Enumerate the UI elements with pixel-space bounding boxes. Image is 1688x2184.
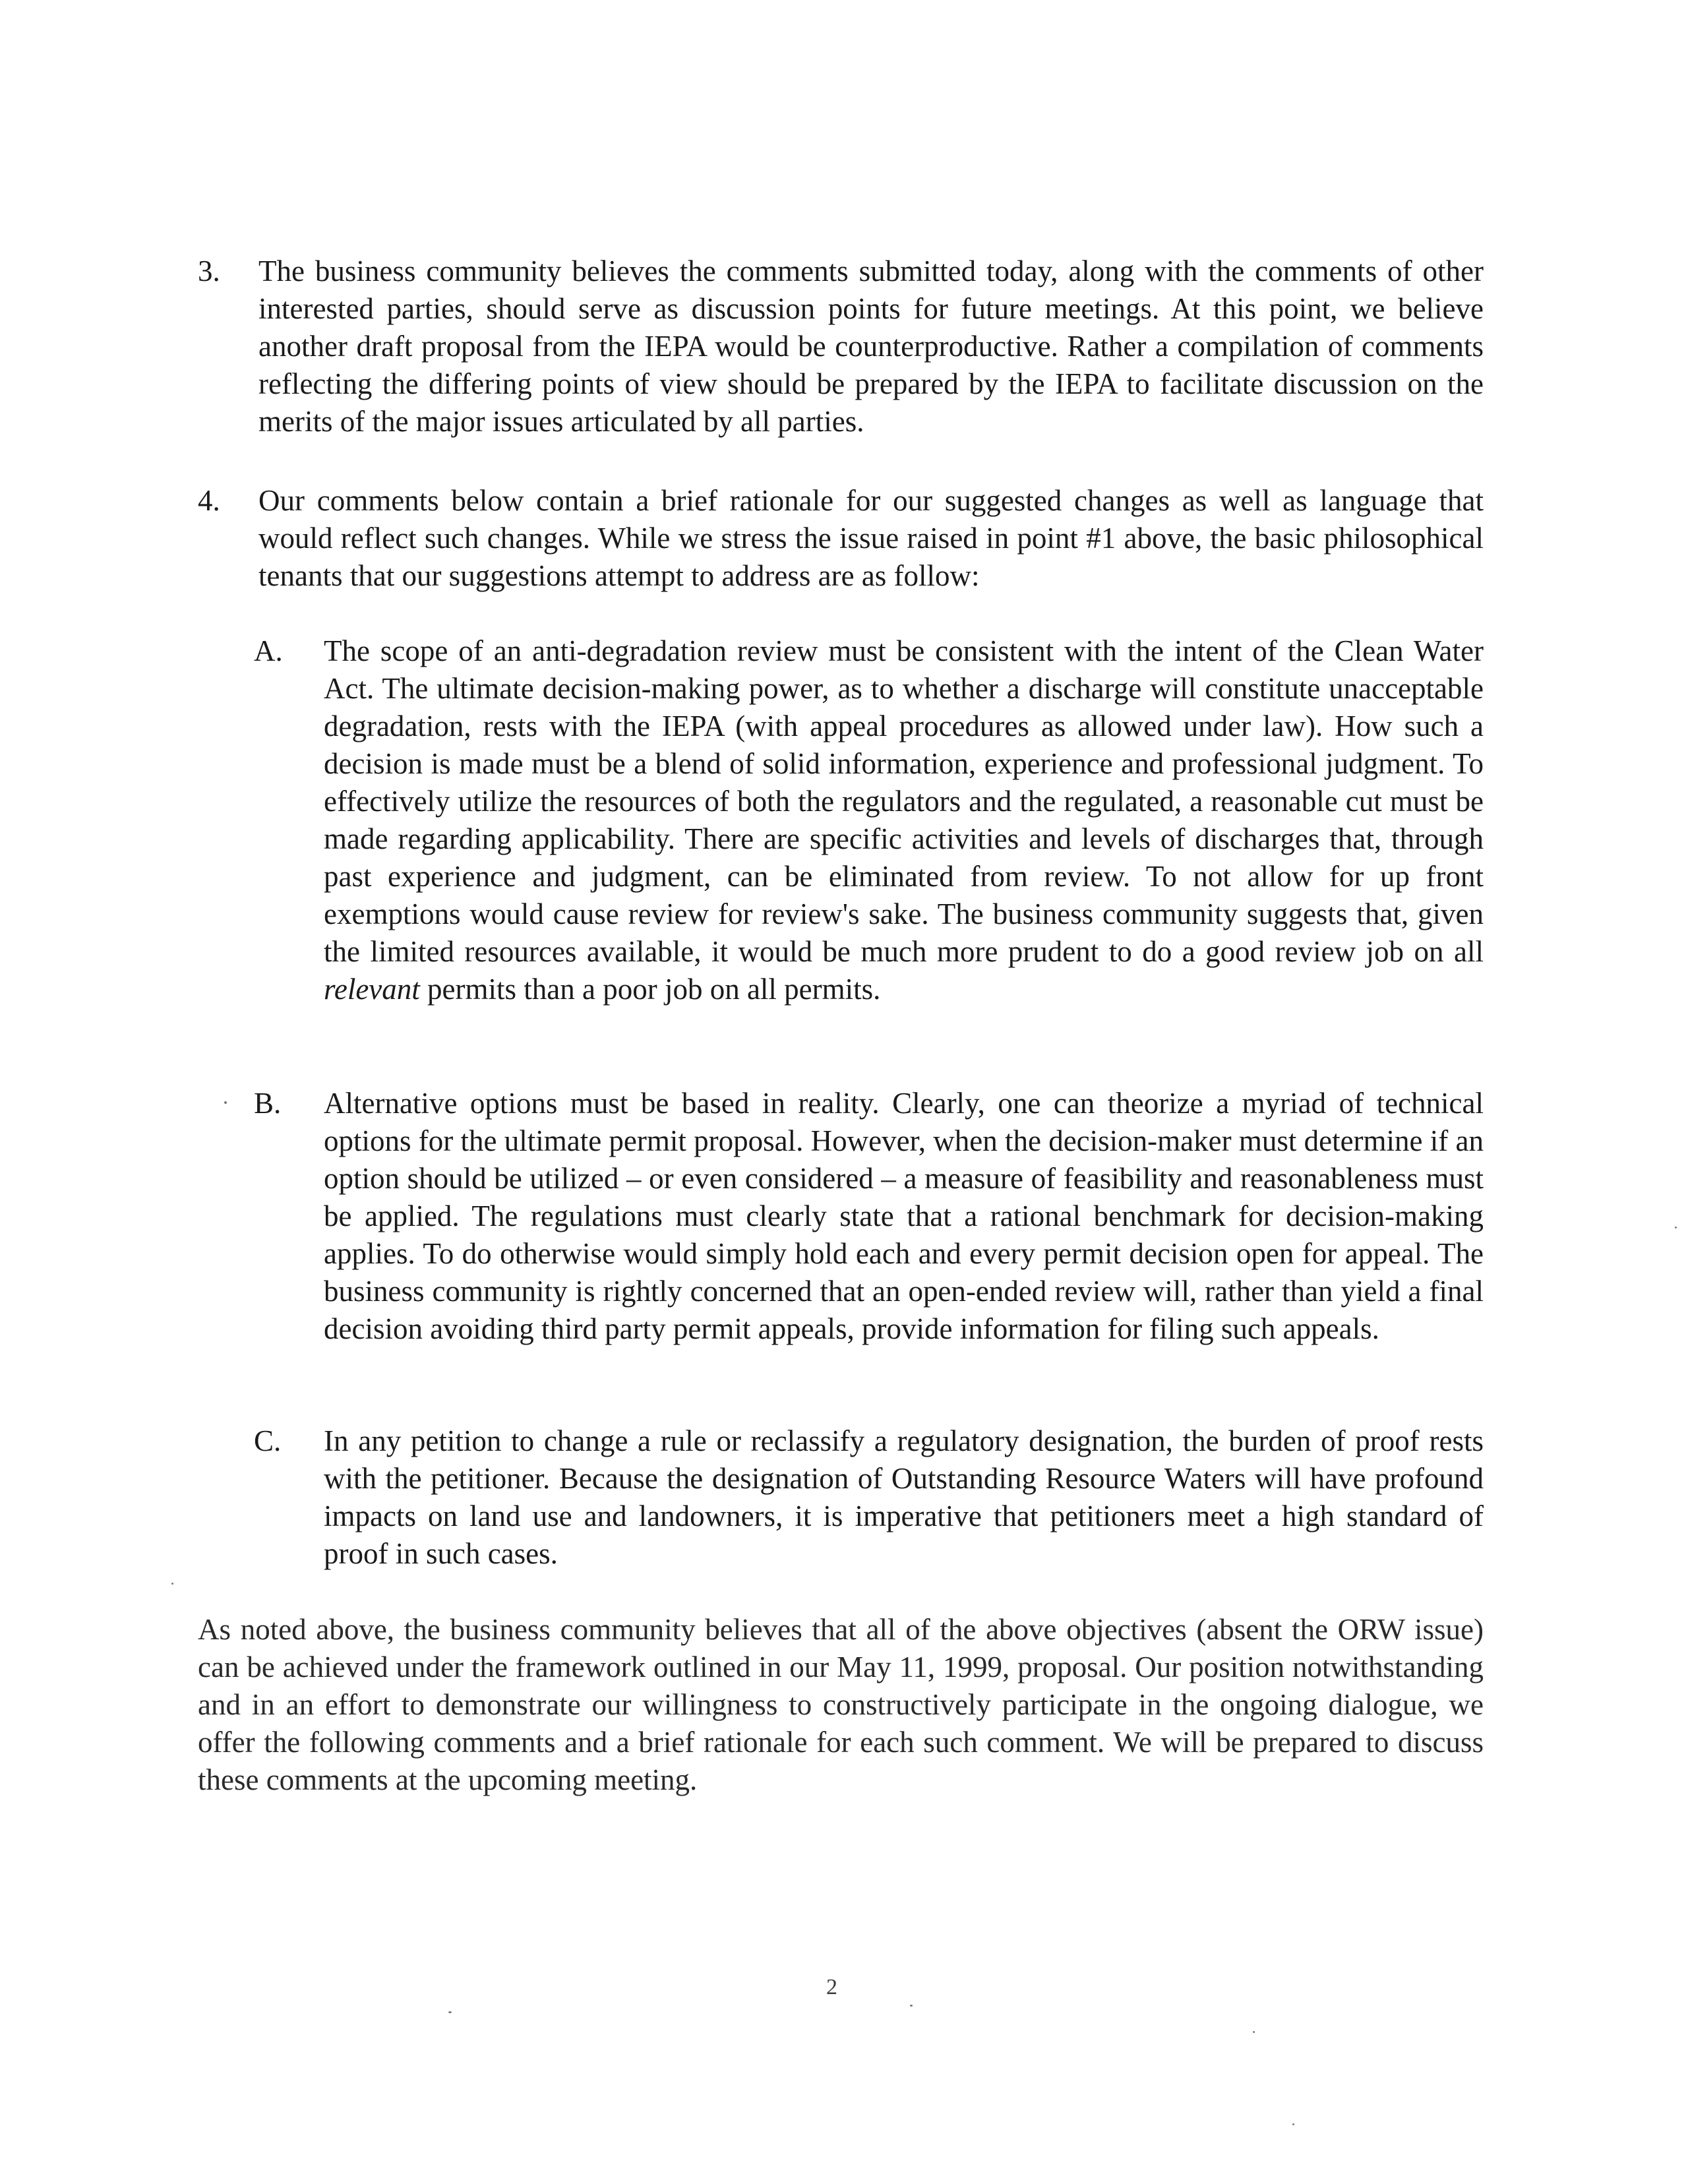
scan-speck <box>448 2011 452 2013</box>
list-item-4 <box>198 482 1484 595</box>
scan-speck <box>1675 1227 1677 1228</box>
scan-speck <box>1292 2123 1294 2125</box>
scan-speck <box>224 1101 227 1104</box>
item-number: 4. <box>198 484 220 517</box>
subitem-b <box>254 1085 1484 1348</box>
subitem-text: Alternative options must be based in reality. Clearly, one can theorize a myriad of technical options for the ultimate permit proposal. However, when the decision-maker must determine if an option should be utilized – or even considered – a measure of feasibility and reasonableness must be applied. The regulations must clearly state that a rational benchmark for decision-making applies. To do otherwise would simply hold each and every permit decision open for appeal. The business community is rightly concerned that an open-ended review will, rather than yield a final decision avoiding third party permit appeals, provide information for filing such appeals. <box>324 1087 1484 1345</box>
subitem-c <box>254 1422 1484 1573</box>
subitem-text-end: permits than a poor job on all permits. <box>427 973 881 1006</box>
subitem-letter: A. <box>254 634 283 667</box>
subitem-text <box>324 632 1484 1008</box>
scan-speck <box>910 2005 913 2007</box>
page-number: 2 <box>826 1975 837 1999</box>
scan-speck <box>1253 2031 1255 2033</box>
subitem-text: In any petition to change a rule or reclassify a regulatory designation, the burden of proof rests with the petitioner. Because the designation of Outstanding Resource Waters will have profound impacts on land use and landowners, it is imperative that petitioners meet a high standard of proof in such cases. <box>324 1424 1484 1570</box>
closing-paragraph: As noted above, the business community believes that all of the above objectives (absent the ORW issue) can be achieved under the framework outlined in our May 11, 1999, proposal. Our position notwithstanding and in an effort to demonstrate our willingness to constructively participate in the ongoing dialogue, we offer the following comments and a brief rationale for each such comment. We will be prepared to discuss these comments at the upcoming meeting. <box>198 1613 1484 1796</box>
subitem-letter: B. <box>254 1087 282 1120</box>
item-text: The business community believes the comments submitted today, along with the comments of other interested parties, should serve as discussion points for future meetings. At this point, we believe another draft proposal from the IEPA would be counterproductive. Rather a compilation of comments reflecting the differing points of view should be prepared by the IEPA to facilitate discussion on the merits of the major issues articulated by all parties. <box>258 255 1484 438</box>
subitem-a <box>254 632 1484 1008</box>
emphasis-text: relevant <box>324 973 420 1006</box>
item-text: Our comments below contain a brief rationale for our suggested changes as well as language that would reflect such changes. While we stress the issue raised in point #1 above, the basic philosophical tenants that our suggestions attempt to address are as follow: <box>258 484 1484 592</box>
scan-speck <box>171 1583 173 1585</box>
subitem-letter: C. <box>254 1424 282 1457</box>
list-item-3 <box>198 253 1484 440</box>
subitem-text-main: The scope of an anti-degradation review must be consistent with the intent of the Clean Water Act. The ultimate decision-making power, as to whether a discharge will constitute unacceptable degradation, rests with the IEPA (with appeal procedures as allowed under law). How such a decision is made must be a blend of solid information, experience and professional judgment. To effectively utilize the resources of both the regulators and the regulated, a reasonable cut must be made regarding applicability. There are specific activities and levels of discharges that, through past experience and judgment, can be eliminated from review. To not allow for up front exemptions would cause review for review's sake. The business community suggests that, given the limited resources available, it would be much more prudent to do a good review job on all <box>324 634 1484 968</box>
item-number: 3. <box>198 255 220 288</box>
